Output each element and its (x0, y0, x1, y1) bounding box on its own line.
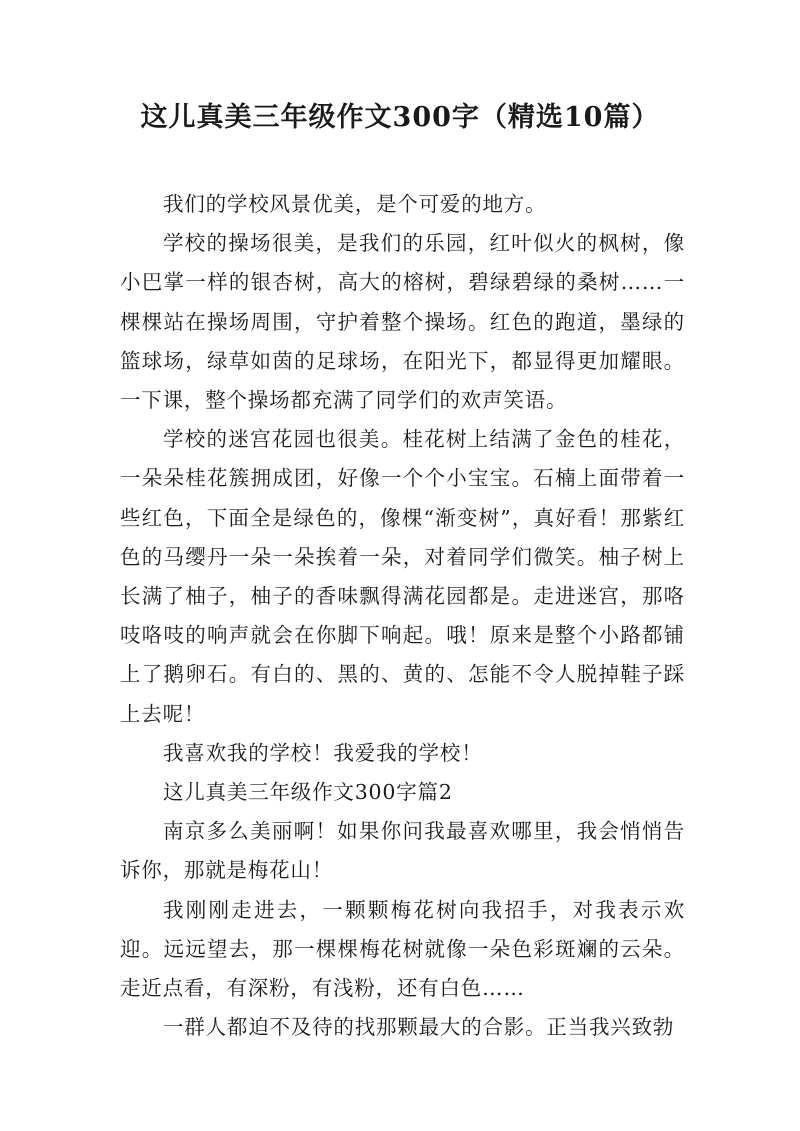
paragraph: 我刚刚走进去，一颗颗梅花树向我招手，对我表示欢迎。远远望去，那一棵棵梅花树就像一朵色彩斑斓的云朵。走近点看，有深粉，有浅粉，还有白色…… (120, 897, 685, 1001)
paragraph: 学校的操场很美，是我们的乐园，红叶似火的枫树，像小巴掌一样的银杏树，高大的榕树，碧绿碧绿的桑树……一棵棵站在操场周围，守护着整个操场。红色的跑道，墨绿的篮球场，绿草如茵的足球场，在阳光下，都显得更加耀眼。一下课，整个操场都充满了同学们的欢声笑语。 (120, 231, 685, 413)
document-title: 这儿真美三年级作文300字（精选10篇） (140, 102, 660, 133)
paragraph: 我喜欢我的学校！我爱我的学校！ (163, 740, 483, 765)
paragraph: 学校的迷宫花园也很美。桂花树上结满了金色的桂花，一朵朵桂花簇拥成团，好像一个个小宝宝。石楠上面带着一些红色，下面全是绿色的，像棵“渐变树”，真好看！那紫红色的马缨丹一朵一朵挨着一朵，对着同学们微笑。柚子树上长满了柚子，柚子的香味飘得满花园都是。走进迷宫，那咯吱咯吱的响声就会在你脚下响起。哦！原来是整个小路都铺上了鹅卵石。有白的、黑的、黄的、怎能不令人脱掉鞋子踩上去呢！ (120, 427, 685, 726)
paragraph: 我们的学校风景优美，是个可爱的地方。 (163, 192, 547, 216)
paragraph: 南京多么美丽啊！如果你问我最喜欢哪里，我会悄悄告诉你，那就是梅花山！ (120, 819, 685, 883)
paragraph: 一群人都迫不及待的找那颗最大的合影。正当我兴致勃 (163, 1015, 675, 1040)
section-heading: 这儿真美三年级作文300字篇2 (163, 780, 453, 805)
document-body (120, 185, 685, 1047)
